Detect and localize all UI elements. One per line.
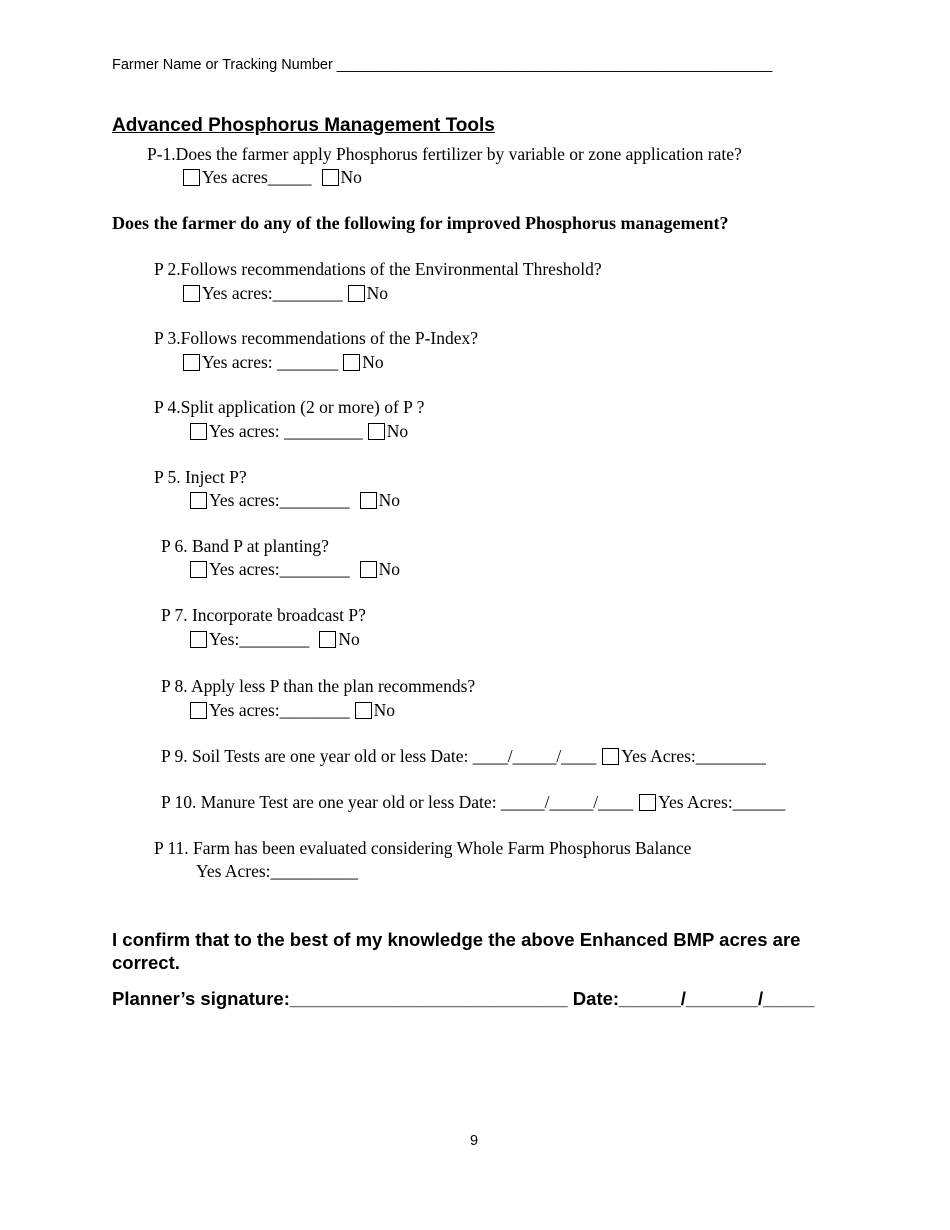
p10-yes-checkbox[interactable] bbox=[639, 794, 656, 811]
p4-yes-label[interactable]: Yes acres: _________ bbox=[209, 421, 363, 441]
p2-question: P 2.Follows recommendations of the Environmental Threshold? bbox=[154, 259, 602, 279]
p11-yes-label[interactable]: Yes Acres:__________ bbox=[196, 861, 359, 881]
p8-yes-label[interactable]: Yes acres:________ bbox=[209, 700, 350, 720]
p1-no-label: No bbox=[340, 167, 362, 187]
p3-yes-label[interactable]: Yes acres: _______ bbox=[202, 352, 339, 372]
p4-yes-checkbox[interactable] bbox=[190, 423, 207, 440]
p8-question: P 8. Apply less P than the plan recommends? bbox=[161, 676, 476, 696]
p4-answer-row bbox=[190, 420, 408, 442]
p9-question[interactable]: P 9. Soil Tests are one year old or less Date: ____/_____/____ bbox=[161, 746, 597, 766]
p7-no-label: No bbox=[338, 629, 360, 649]
p6-no-checkbox[interactable] bbox=[360, 561, 377, 578]
p7-yes-checkbox[interactable] bbox=[190, 631, 207, 648]
p8-no-label: No bbox=[373, 700, 396, 720]
p1-yes-checkbox[interactable] bbox=[183, 169, 200, 186]
p4-no-label: No bbox=[386, 421, 409, 441]
p6-question: P 6. Band P at planting? bbox=[161, 536, 329, 556]
p4-no-checkbox[interactable] bbox=[368, 423, 385, 440]
p3-answer-row bbox=[183, 351, 384, 373]
p2-yes-label[interactable]: Yes acres:________ bbox=[202, 283, 343, 303]
p1-question: P-1.Does the farmer apply Phosphorus fertilizer by variable or zone application rate? bbox=[147, 144, 742, 164]
p9-yes-label[interactable]: Yes Acres:________ bbox=[621, 746, 766, 766]
p9-row bbox=[161, 745, 766, 767]
p1-yes-label[interactable]: Yes acres_____ bbox=[202, 167, 312, 187]
p10-question[interactable]: P 10. Manure Test are one year old or less Date: _____/_____/____ bbox=[161, 792, 634, 812]
p2-yes-checkbox[interactable] bbox=[183, 285, 200, 302]
farmer-name-line[interactable]: Farmer Name or Tracking Number ______________________________________________________ bbox=[112, 57, 773, 73]
p7-yes-label[interactable]: Yes:________ bbox=[209, 629, 310, 649]
confirmation-statement: I confirm that to the best of my knowledge the above Enhanced BMP acres are correct. bbox=[112, 929, 801, 973]
p6-no-label: No bbox=[378, 559, 401, 579]
p7-question: P 7. Incorporate broadcast P? bbox=[161, 605, 366, 625]
p1-no-checkbox[interactable] bbox=[322, 169, 339, 186]
p3-yes-checkbox[interactable] bbox=[183, 354, 200, 371]
p6-answer-row bbox=[190, 558, 400, 580]
p5-yes-checkbox[interactable] bbox=[190, 492, 207, 509]
p5-no-checkbox[interactable] bbox=[360, 492, 377, 509]
p8-no-checkbox[interactable] bbox=[355, 702, 372, 719]
p2-no-checkbox[interactable] bbox=[348, 285, 365, 302]
p3-no-checkbox[interactable] bbox=[343, 354, 360, 371]
p9-yes-checkbox[interactable] bbox=[602, 748, 619, 765]
p8-yes-checkbox[interactable] bbox=[190, 702, 207, 719]
p11-question: P 11. Farm has been evaluated considering Whole Farm Phosphorus Balance bbox=[154, 838, 692, 858]
page-number: 9 bbox=[470, 1133, 479, 1149]
p2-no-label: No bbox=[366, 283, 389, 303]
p10-yes-label[interactable]: Yes Acres:______ bbox=[658, 792, 786, 812]
p6-yes-label[interactable]: Yes acres:________ bbox=[209, 559, 350, 579]
p5-question: P 5. Inject P? bbox=[154, 467, 247, 487]
p4-question: P 4.Split application (2 or more) of P ? bbox=[154, 397, 425, 417]
p2-answer-row bbox=[183, 282, 388, 304]
p3-no-label: No bbox=[362, 352, 384, 372]
intro-question: Does the farmer do any of the following for improved Phosphorus management? bbox=[112, 213, 729, 233]
p6-yes-checkbox[interactable] bbox=[190, 561, 207, 578]
p10-row bbox=[161, 791, 785, 813]
p7-answer-row bbox=[190, 628, 360, 650]
section-title: Advanced Phosphorus Management Tools bbox=[112, 115, 495, 136]
p1-answer-row bbox=[183, 166, 362, 188]
p8-answer-row bbox=[190, 699, 395, 721]
p5-yes-label[interactable]: Yes acres:________ bbox=[209, 490, 350, 510]
p5-no-label: No bbox=[378, 490, 401, 510]
p7-no-checkbox[interactable] bbox=[319, 631, 336, 648]
planner-signature-line[interactable]: Planner’s signature:___________________________ Date:______/_______/_____ bbox=[112, 988, 815, 1009]
p3-question: P 3.Follows recommendations of the P-Index? bbox=[154, 328, 479, 348]
p5-answer-row bbox=[190, 489, 400, 511]
